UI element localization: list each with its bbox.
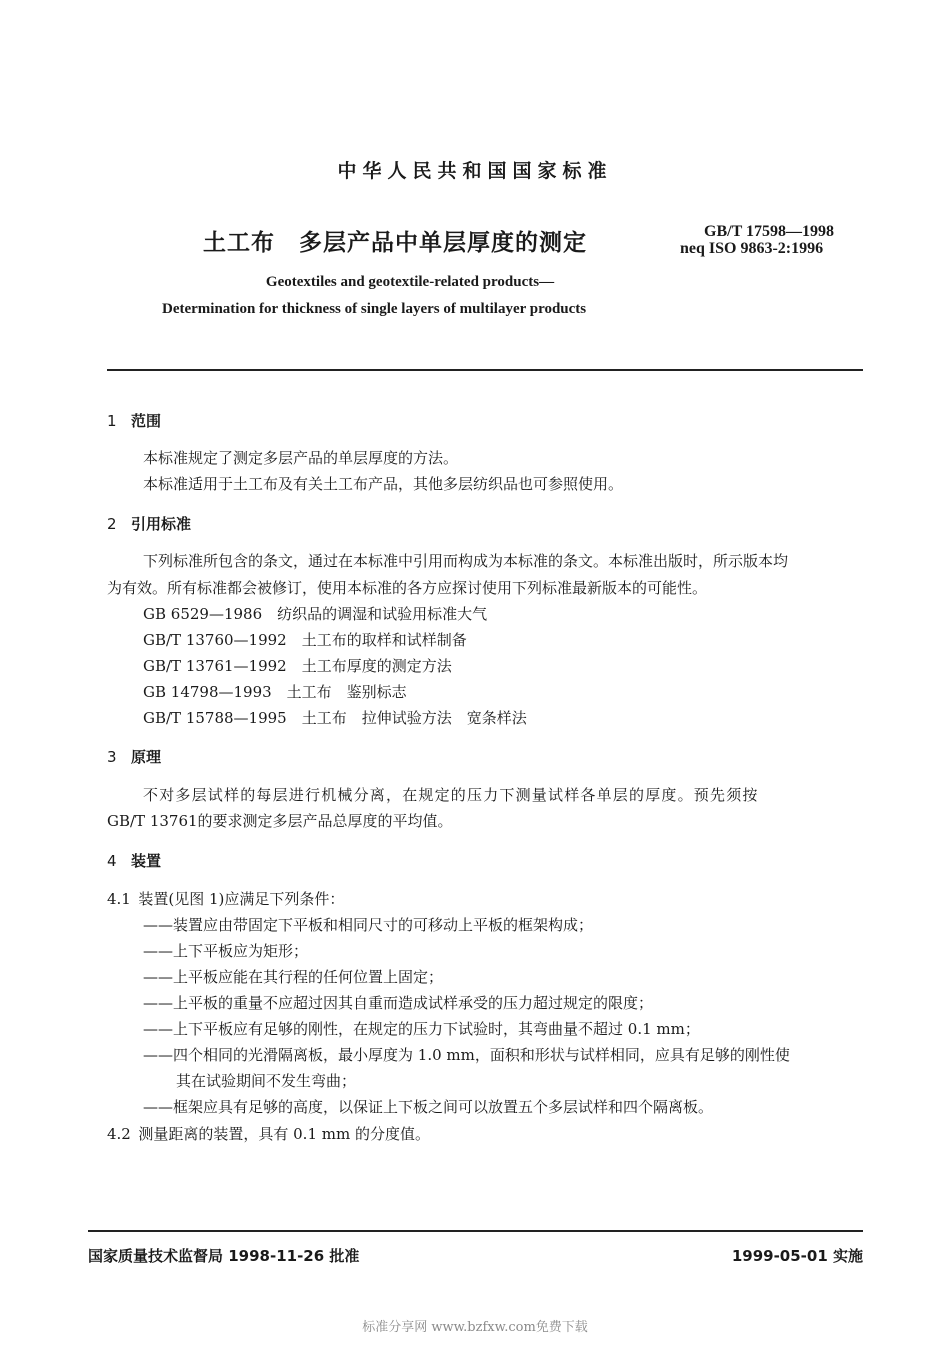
section-number: 2 <box>107 515 117 533</box>
standard-equivalence: neq ISO 9863-2:1996 <box>680 240 824 257</box>
standard-code: GB/T 17598—1998 <box>704 223 834 240</box>
reference-code: GB 14798—1993 <box>143 683 272 701</box>
reference-item <box>143 655 452 676</box>
section-2-heading <box>107 513 191 534</box>
list-item: ——框架应具有足够的高度，以保证上下板之间可以放置五个多层试样和四个隔离板。 <box>143 1098 714 1116</box>
paragraph-line: 不对多层试样的每层进行机械分离，在规定的压力下测量试样各单层的厚度。预先须按 <box>143 786 759 804</box>
reference-title: 纺织品的调湿和试验用标准大气 <box>277 605 488 623</box>
document-title-zh: 土工布 多层产品中单层厚度的测定 <box>203 230 587 256</box>
section-number: 4 <box>107 852 117 870</box>
list-item: ——上下平板应有足够的刚性，在规定的压力下试验时，其弯曲量不超过 0.1 mm； <box>143 1020 700 1038</box>
reference-title: 土工布厚度的测定方法 <box>301 657 452 675</box>
reference-title: 土工布的取样和试样制备 <box>301 631 467 649</box>
clause-text: 测量距离的装置，具有 0.1 mm 的分度值。 <box>138 1125 430 1143</box>
paragraph-line: GB/T 13761的要求测定多层产品总厚度的平均值。 <box>107 812 453 830</box>
header-divider <box>107 369 863 371</box>
clause-4-1 <box>107 888 344 909</box>
section-3-heading <box>107 746 161 767</box>
reference-code: GB/T 13760—1992 <box>143 631 287 649</box>
document-title-en-line1: Geotextiles and geotextile-related products— <box>265 274 555 290</box>
clause-text: 装置(见图 1)应满足下列条件： <box>138 890 345 908</box>
implementation-date: 1999-05-01 实施 <box>731 1247 863 1265</box>
section-number: 3 <box>107 748 117 766</box>
clause-4-2 <box>107 1123 430 1144</box>
paragraph: 本标准适用于土工布及有关土工布产品，其他多层纺织品也可参照使用。 <box>143 475 624 493</box>
watermark: 标准分享网 www.bzfxw.com免费下载 <box>362 1320 588 1335</box>
section-title: 引用标准 <box>131 515 192 533</box>
national-standard-heading: 中华人民共和国国家标准 <box>337 160 613 182</box>
document-title-en-line2: Determination for thickness of single layers of multilayer products <box>162 301 587 317</box>
clause-number: 4.2 <box>107 1125 131 1143</box>
list-item: ——装置应由带固定下平板和相同尺寸的可移动上平板的框架构成； <box>143 916 594 934</box>
reference-item <box>143 707 527 728</box>
reference-code: GB/T 13761—1992 <box>143 657 287 675</box>
section-title: 范围 <box>131 412 162 430</box>
reference-code: GB/T 15788—1995 <box>143 709 287 727</box>
section-number: 1 <box>107 412 117 430</box>
section-title: 装置 <box>131 852 162 870</box>
list-item: ——上平板应能在其行程的任何位置上固定； <box>143 968 444 986</box>
footer-divider <box>88 1230 863 1232</box>
section-4-heading <box>107 850 161 871</box>
clause-number: 4.1 <box>107 890 131 908</box>
list-item: ——四个相同的光滑隔离板，最小厚度为 1.0 mm，面积和形状与试样相同，应具有足够的刚性使 <box>143 1046 790 1064</box>
section-1-heading <box>107 410 161 431</box>
reference-code: GB 6529—1986 <box>143 605 263 623</box>
approval-date: 国家质量技术监督局 1998-11-26 批准 <box>88 1247 360 1265</box>
reference-title: 土工布 拉伸试验方法 宽条样法 <box>301 709 527 727</box>
list-item: ——上平板的重量不应超过因其自重而造成试样承受的压力超过规定的限度； <box>143 994 654 1012</box>
list-item: ——上下平板应为矩形； <box>143 942 309 960</box>
paragraph-line: 为有效。所有标准都会被修订，使用本标准的各方应探讨使用下列标准最新版本的可能性。 <box>107 579 708 597</box>
reference-item <box>143 629 467 650</box>
reference-title: 土工布 鉴别标志 <box>286 683 407 701</box>
section-title: 原理 <box>131 748 162 766</box>
list-item-continuation: 其在试验期间不发生弯曲； <box>176 1072 357 1090</box>
paragraph-line: 下列标准所包含的条文，通过在本标准中引用而构成为本标准的条文。本标准出版时，所示版本均 <box>143 552 789 570</box>
reference-item <box>143 603 487 624</box>
paragraph: 本标准规定了测定多层产品的单层厚度的方法。 <box>143 449 459 467</box>
reference-item <box>143 681 407 702</box>
